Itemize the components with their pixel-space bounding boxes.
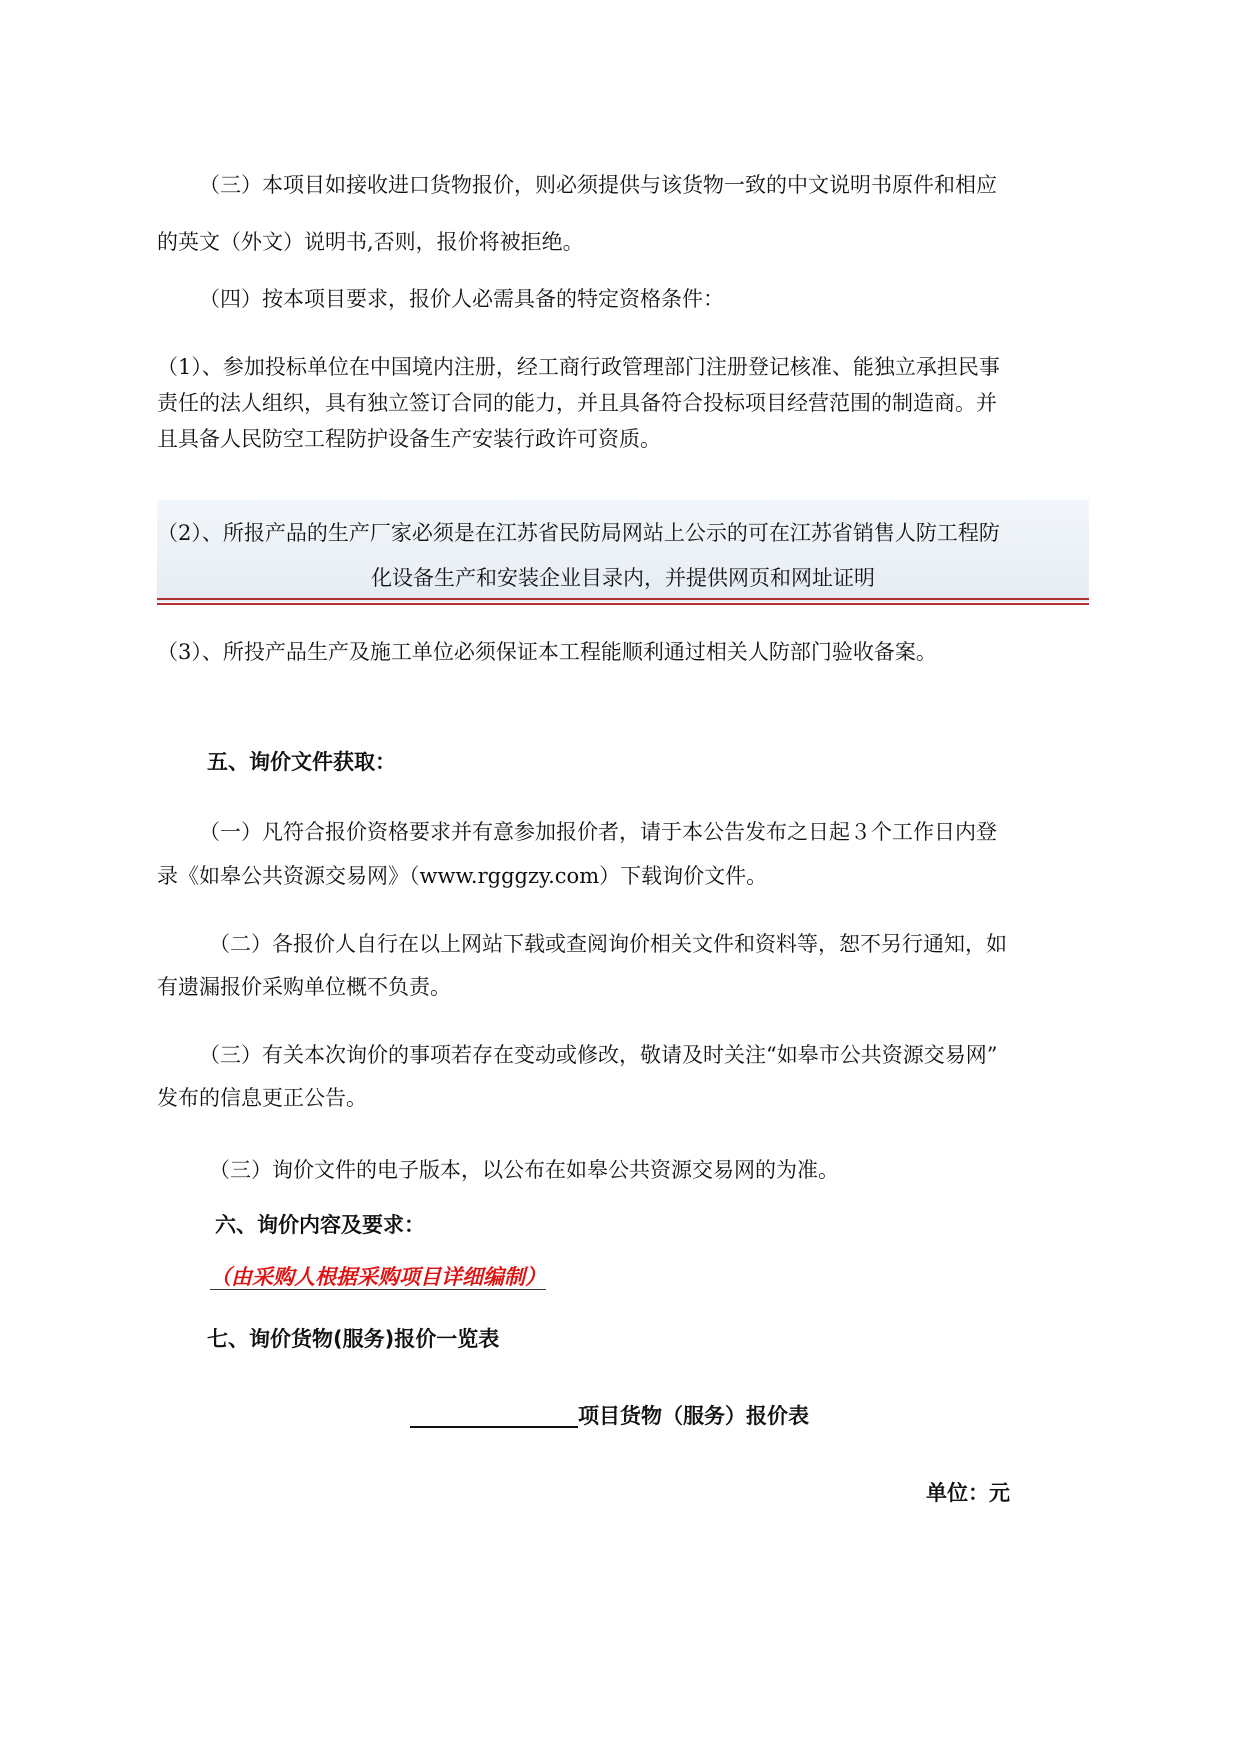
section-6-note-text: （由采购人根据采购项目详细编制） [210,1265,546,1289]
requirement-1-line3: 且具备人民防空工程防护设备生产安装行政许可资质。 [157,427,661,451]
sec5-item1-line1: （一）凡符合报价资格要求并有意参加报价者，请于本公告发布之日起３个工作日内登 [199,820,997,844]
sec5-item4: （三）询价文件的电子版本，以公布在如皋公共资源交易网的为准。 [209,1158,839,1182]
requirement-3: （3）、所投产品生产及施工单位必须保证本工程能顺利通过相关人防部门验收备案。 [157,640,937,664]
table-title-text: 项目货物（服务）报价表 [578,1404,809,1428]
para-qualifications: （四）按本项目要求，报价人必需具备的特定资格条件： [199,287,724,311]
highlight-divider-top [157,598,1089,600]
requirement-1-line1: （1）、参加投标单位在中国境内注册，经工商行政管理部门注册登记核准、能独立承担民事 [157,355,1000,379]
unit-label: 单位：元 [926,1481,1010,1505]
sec5-item2-line1: （二）各报价人自行在以上网站下载或查阅询价相关文件和资料等，恕不另行通知，如 [209,932,1007,956]
requirement-2-line2: 化设备生产和安装企业目录内，并提供网页和网址证明 [371,566,875,590]
sec5-item3-line1: （三）有关本次询价的事项若存在变动或修改，敬请及时关注“如皋市公共资源交易网” [199,1043,998,1067]
section-6-title: 六、询价内容及要求： [215,1213,425,1237]
table-title [410,1399,809,1433]
requirement-2-line1: （2）、所报产品的生产厂家必须是在江苏省民防局网站上公示的可在江苏省销售人防工程防 [157,521,1000,545]
sec5-item1-line2: 录《如皋公共资源交易网》（www.rgggzy.com）下载询价文件。 [157,864,768,888]
sec5-item2-line2: 有遗漏报价采购单位概不负责。 [157,975,451,999]
section-7-title: 七、询价货物(服务)报价一览表 [207,1327,500,1351]
highlight-divider-bottom [157,603,1089,605]
para-imported-goods-line1: （三）本项目如接收进口货物报价，则必须提供与该货物一致的中文说明书原件和相应 [199,173,997,197]
section-6-note [210,1260,546,1294]
requirement-1-line2: 责任的法人组织，具有独立签订合同的能力，并且具备符合投标项目经营范围的制造商。并 [157,391,997,415]
para-imported-goods-line2: 的英文（外文）说明书,否则，报价将被拒绝。 [157,230,584,254]
section-5-title: 五、询价文件获取： [207,750,396,774]
sec5-item3-line2: 发布的信息更正公告。 [157,1086,367,1110]
table-title-blank: ________________ [410,1404,578,1428]
